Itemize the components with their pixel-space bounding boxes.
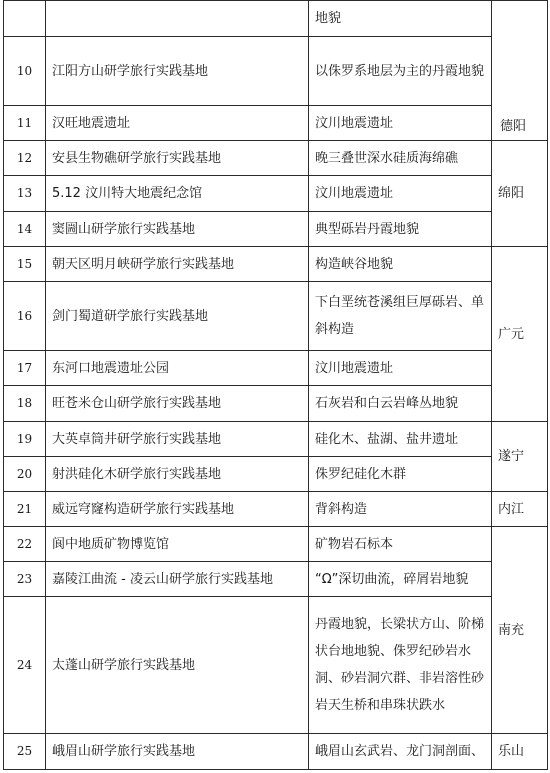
city-mianyang: 绵阳 [492, 141, 548, 247]
row-number: 13 [4, 176, 46, 212]
site-name: 威远穹窿构造研学旅行实践基地 [46, 492, 309, 527]
row-number: 21 [4, 492, 46, 527]
site-name: 旺苍米仓山研学旅行实践基地 [46, 386, 309, 422]
table-row [4, 141, 548, 176]
table-row [4, 562, 548, 597]
row-number: 24 [4, 597, 46, 734]
geologic-feature: 汶川地震遗址 [309, 176, 492, 212]
geologic-feature: “Ω”深切曲流，碎屑岩地貌 [309, 562, 492, 597]
table-row [4, 492, 548, 527]
table-row [4, 37, 548, 106]
row-number: 22 [4, 527, 46, 562]
site-name: 汉旺地震遗址 [46, 106, 309, 141]
geologic-feature: 丹霞地貌，长梁状方山、阶梯状台地地貌、侏罗纪砂岩水洞、砂岩洞穴群、非岩溶性砂岩天生桥和串珠状跌水 [309, 597, 492, 734]
table-row [4, 176, 548, 212]
geology-sites-table [3, 0, 548, 770]
geologic-feature: 硅化木、盐湖、盐井遗址 [309, 422, 492, 457]
site-name: 太蓬山研学旅行实践基地 [46, 597, 309, 734]
city-suining: 遂宁 [492, 422, 548, 492]
site-name: 阆中地质矿物博览馆 [46, 527, 309, 562]
site-name [46, 1, 309, 37]
geologic-feature: 构造峡谷地貌 [309, 247, 492, 282]
table-row [4, 422, 548, 457]
site-name: 剑门蜀道研学旅行实践基地 [46, 282, 309, 351]
table-row [4, 247, 548, 282]
table-row [4, 106, 548, 141]
row-number: 15 [4, 247, 46, 282]
row-number: 17 [4, 351, 46, 386]
geologic-feature: 侏罗纪硅化木群 [309, 457, 492, 492]
geologic-feature: 石灰岩和白云岩峰丛地貌 [309, 386, 492, 422]
row-number: 20 [4, 457, 46, 492]
site-name: 朝天区明月峡研学旅行实践基地 [46, 247, 309, 282]
table-row [4, 457, 548, 492]
row-number: 25 [4, 734, 46, 770]
geologic-feature: 背斜构造 [309, 492, 492, 527]
geologic-feature: 以侏罗系地层为主的丹霞地貌 [309, 37, 492, 106]
site-name: 峨眉山研学旅行实践基地 [46, 734, 309, 770]
geologic-feature: 汶川地震遗址 [309, 351, 492, 386]
site-name: 嘉陵江曲流 - 凌云山研学旅行实践基地 [46, 562, 309, 597]
city-neijiang: 内江 [492, 492, 548, 527]
row-number: 19 [4, 422, 46, 457]
geologic-feature: 矿物岩石标本 [309, 527, 492, 562]
table-row [4, 597, 548, 734]
site-name: 东河口地震遗址公园 [46, 351, 309, 386]
row-number: 23 [4, 562, 46, 597]
row-number: 18 [4, 386, 46, 422]
table-row [4, 282, 548, 351]
row-number: 14 [4, 212, 46, 247]
table-row [4, 212, 548, 247]
row-number: 11 [4, 106, 46, 141]
table-row [4, 351, 548, 386]
geologic-feature: 典型砾岩丹霞地貌 [309, 212, 492, 247]
table-row [4, 386, 548, 422]
site-name: 5.12 汶川特大地震纪念馆 [46, 176, 309, 212]
site-name: 安县生物礁研学旅行实践基地 [46, 141, 309, 176]
site-name: 窦圌山研学旅行实践基地 [46, 212, 309, 247]
row-number: 10 [4, 37, 46, 106]
city-leshan: 乐山 [492, 734, 548, 770]
site-name: 射洪硅化木研学旅行实践基地 [46, 457, 309, 492]
city-nanchong: 南充 [492, 527, 548, 734]
table-row [4, 527, 548, 562]
row-number [4, 1, 46, 37]
geologic-feature: 峨眉山玄武岩、龙门洞剖面、 [309, 734, 492, 770]
city-guangyuan: 广元 [492, 247, 548, 422]
geologic-feature: 下白垩统苍溪组巨厚砾岩、单斜构造 [309, 282, 492, 351]
site-name: 江阳方山研学旅行实践基地 [46, 37, 309, 106]
table-row [4, 1, 548, 37]
geologic-feature: 汶川地震遗址 [309, 106, 492, 141]
geologic-feature: 晚三叠世深水硅质海绵礁 [309, 141, 492, 176]
row-number: 16 [4, 282, 46, 351]
table-row [4, 734, 548, 770]
site-name: 大英卓筒井研学旅行实践基地 [46, 422, 309, 457]
geologic-feature: 地貌 [309, 1, 492, 37]
row-number: 12 [4, 141, 46, 176]
city-deyang: 德阳 [500, 119, 527, 134]
